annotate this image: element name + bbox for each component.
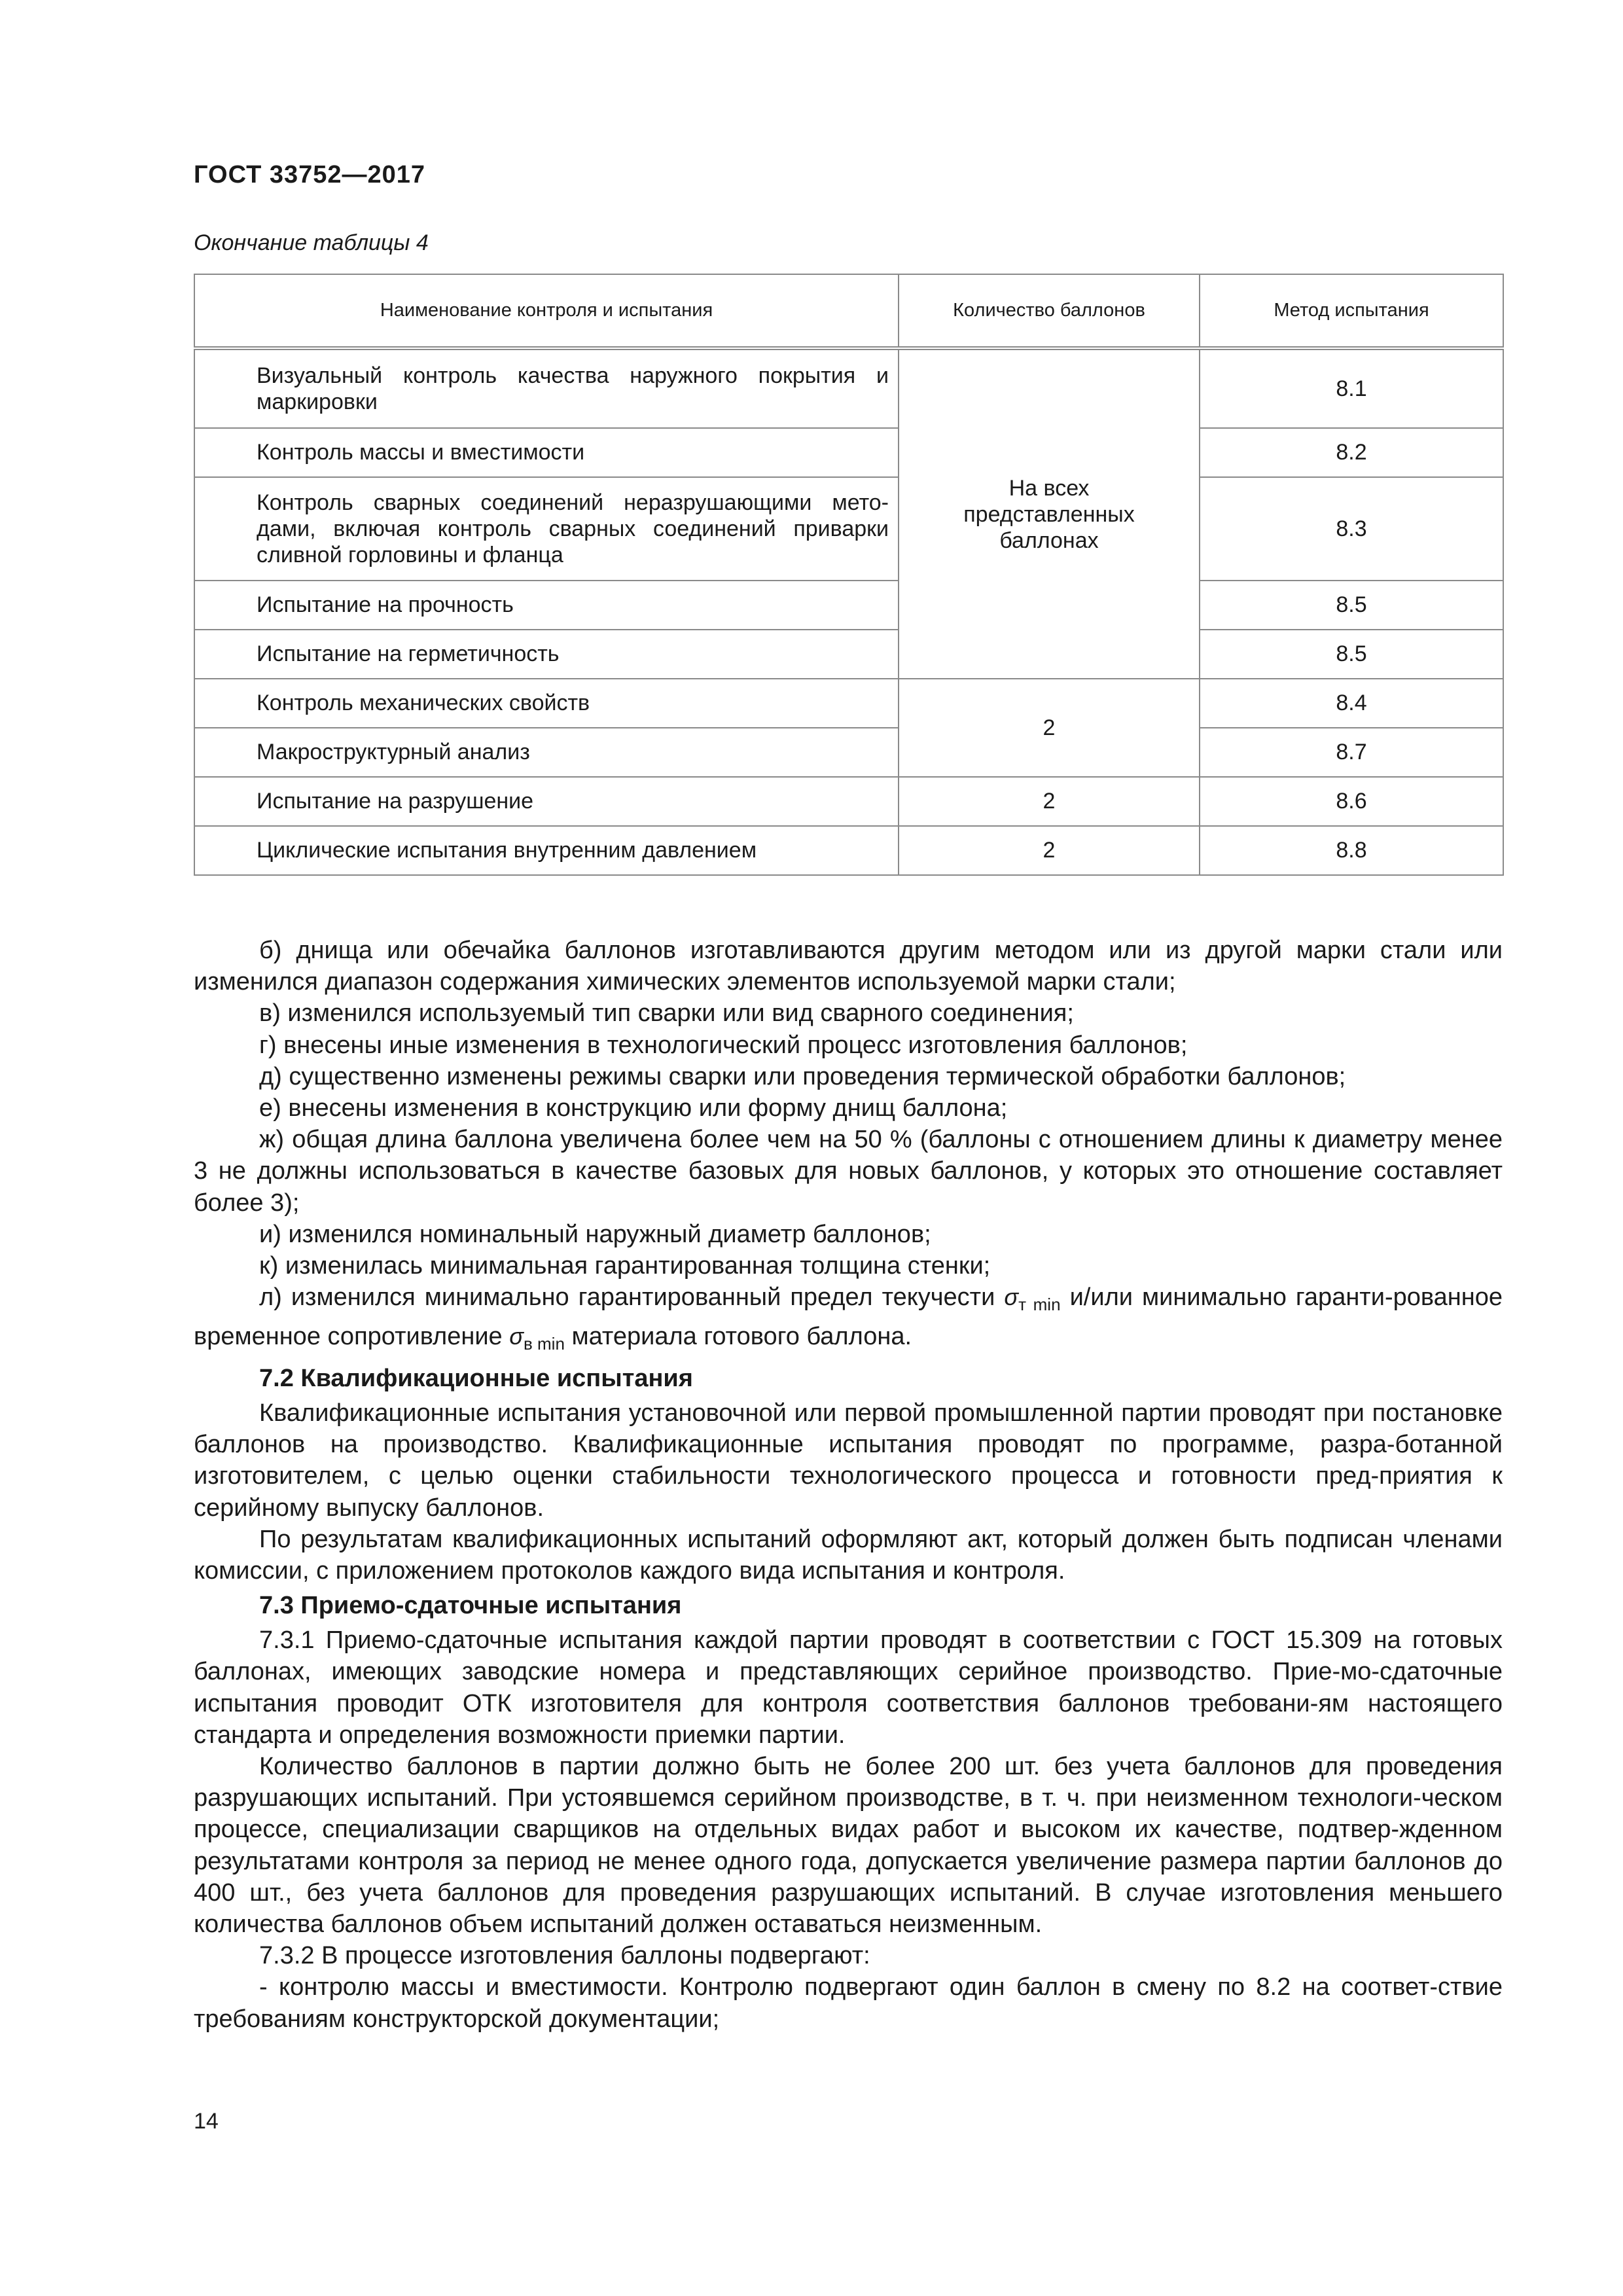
list-item-g: г) внесены иные изменения в технологический процесс изготовления баллонов; [259,1031,1188,1059]
test-method: 8.5 [1200,581,1503,630]
page-number: 14 [194,2109,219,2134]
test-name-text: Контроль сварных соединений неразрушающими мето-дами, включая контроль сварных соединений приварки сливной горловины и фланца [257,490,889,567]
paragraph: 7.3.1 Приемо-сдаточные испытания каждой партии проводят в соответствии с ГОСТ 15.309 на готовых баллонах, имеющих заводские номера и представляющих серийное производство. Прие-мо-сдаточные испытания проводит ОТК изготовителя для контроля соответствия баллонов требовани-ям настоящего стандарта и определения возможности приемки партии. [194,1626,1503,1749]
column-header-count: Количество баллонов [899,274,1200,348]
table-row [194,679,1503,728]
table-row [194,348,1503,428]
section-heading-7-3: 7.3 Приемо-сдаточные испытания [259,1592,682,1620]
test-name [194,728,899,777]
list-item-e: е) внесены изменения в конструкцию или форму днищ баллона; [259,1094,1008,1122]
test-name [194,348,899,428]
test-name-text: Испытание на герметичность [257,641,560,666]
table-row [194,728,1503,777]
list-item-l-part2: и/или минимально гаранти-рованное временное сопротивление [194,1283,1503,1350]
list-item-l [194,1282,1503,1359]
test-name [194,477,899,581]
cylinder-count: 2 [899,777,1200,826]
test-method: 8.1 [1200,348,1503,428]
body-text [194,935,1503,2035]
test-name [194,581,899,630]
list-item-zh: ж) общая длина баллона увеличена более чем на 50 % (баллоны с отношением длины к диаметру менее 3 не должны использоваться в качестве базовых для новых баллонов, у которых это отношение составляет более 3); [194,1126,1503,1217]
test-name [194,679,899,728]
list-item-l-part1: л) изменился минимально гарантированный предел текучести [259,1283,995,1312]
sigma-subscript: в min [523,1333,565,1354]
paragraph: Количество баллонов в партии должно быть не более 200 шт. без учета баллонов для проведения разрушающих испытаний. При устоявшемся серийном производстве, в т. ч. при неизменном технологи-ческом процессе, специализации сварщиков на отдельных видах работ и высоком их качестве, подтвер-жденном результатами контроля за период не менее одного года, допускается увеличение размера партии баллонов до 400 шт., без учета баллонов для проведения разрушающих испытаний. В случае изготовления меньшего количества баллонов объем испытаний должен оставаться неизменным. [194,1753,1503,1939]
test-method: 8.6 [1200,777,1503,826]
cylinder-count [899,348,1200,679]
section-heading-7-2: 7.2 Квалификационные испытания [259,1365,693,1393]
paragraph: По результатам квалификационных испытаний оформляют акт, который должен быть подписан членами комиссии, с приложением протоколов каждого вида испытания и контроля. [194,1525,1503,1585]
paragraph: 7.3.2 В процессе изготовления баллоны подвергают: [259,1942,870,1970]
test-name [194,428,899,477]
tensile-strength-symbol [509,1322,565,1354]
table-row [194,428,1503,477]
sigma-symbol: σ [1004,1283,1019,1311]
yield-strength-symbol [1004,1283,1061,1315]
list-item-b: б) днища или обечайка баллонов изготавливаются другим методом или из другой марки стали или изменился диапазон содержания химических элементов используемой марки стали; [194,937,1503,996]
list-item-l-part3: материала готового баллона. [571,1322,912,1350]
table-row [194,581,1503,630]
test-name [194,826,899,875]
tests-table [194,274,1504,876]
list-item-i: и) изменился номинальный наружный диаметр баллонов; [259,1220,931,1248]
table-header-row [194,274,1503,348]
test-method: 8.5 [1200,630,1503,679]
test-name-text: Циклические испытания внутренним давлением [257,838,757,863]
test-method: 8.4 [1200,679,1503,728]
table-row [194,630,1503,679]
test-name-text: Контроль массы и вместимости [257,440,585,465]
test-name-text: Контроль механических свойств [257,691,590,715]
table-row [194,477,1503,581]
test-method: 8.7 [1200,728,1503,777]
list-item-v: в) изменился используемый тип сварки или вид сварного соединения; [259,999,1074,1028]
test-method: 8.2 [1200,428,1503,477]
list-item-k: к) изменилась минимальная гарантированная толщина стенки; [259,1252,991,1280]
paragraph: - контролю массы и вместимости. Контролю подвергают один баллон в смену по 8.2 на соответ-ствие требованиям конструкторской документации; [194,1973,1503,2033]
table-caption: Окончание таблицы 4 [194,230,429,255]
cylinder-count: 2 [899,826,1200,875]
test-method: 8.3 [1200,477,1503,581]
cylinder-count-text: На всех представленных баллонах [963,475,1135,553]
test-name-text: Испытание на прочность [257,592,514,617]
column-header-name: Наименование контроля и испытания [194,274,899,348]
table-row [194,777,1503,826]
paragraph: Квалификационные испытания установочной или первой промышленной партии проводят при постановке баллонов на производство. Квалификационные испытания проводят по программе, разра-ботанной изготовителем, с целью оценки стабильности технологического процесса и готовности пред-приятия к серийному выпуску баллонов. [194,1399,1503,1522]
document-header: ГОСТ 33752—2017 [194,161,426,188]
sigma-subscript: т min [1018,1295,1061,1315]
column-header-method: Метод испытания [1200,274,1503,348]
test-method: 8.8 [1200,826,1503,875]
table-row [194,826,1503,875]
test-name-text: Визуальный контроль качества наружного покрытия и маркировки [257,363,889,414]
test-name [194,630,899,679]
cylinder-count: 2 [899,679,1200,777]
sigma-symbol: σ [509,1322,524,1350]
test-name-text: Испытание на разрушение [257,789,534,814]
test-name-text: Макроструктурный анализ [257,740,530,764]
test-name [194,777,899,826]
list-item-d: д) существенно изменены режимы сварки или проведения термической обработки баллонов; [259,1062,1346,1090]
